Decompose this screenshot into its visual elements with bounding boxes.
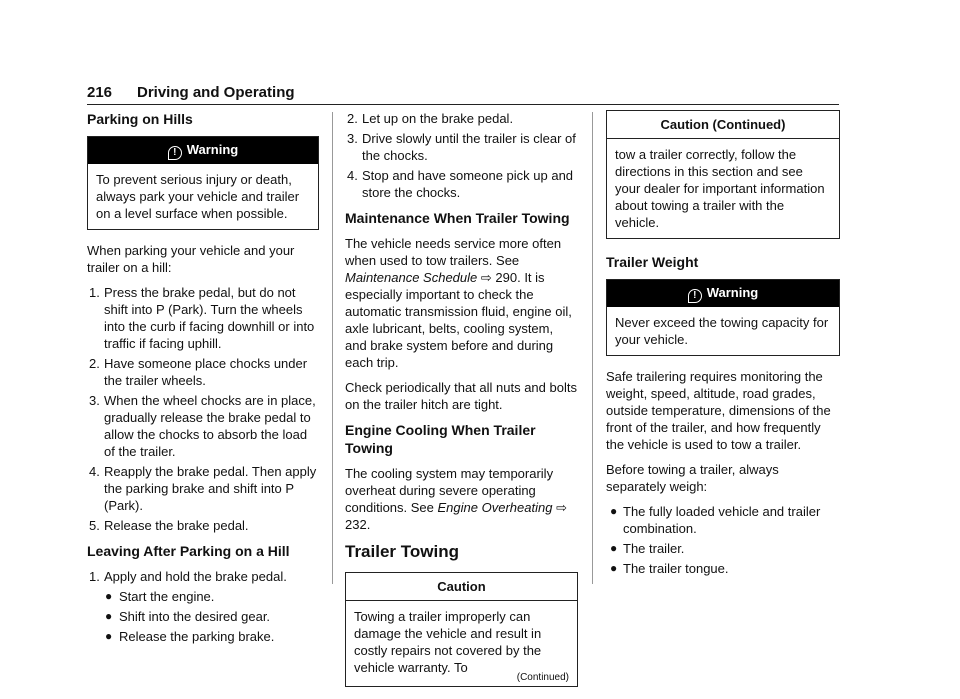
bullet-list: [606, 503, 840, 577]
bullet-icon: ●: [105, 609, 113, 623]
page-reference[interactable]: ⇨ 232: [345, 500, 567, 532]
page-reference[interactable]: ⇨ 290: [480, 270, 518, 285]
heading-trailer-towing: Trailer Towing: [345, 542, 459, 561]
bullet-text: Release the parking brake.: [119, 629, 275, 644]
column-2: [345, 110, 578, 699]
step-number: 4.: [89, 464, 100, 479]
list-item: [606, 560, 840, 577]
list-item: [606, 503, 840, 537]
warning-icon: !: [688, 289, 702, 303]
step-text: Have someone place chocks under the trailer wheels.: [104, 356, 308, 388]
list-item: [87, 392, 319, 460]
heading-leaving-after-parking: Leaving After Parking on a Hill: [87, 543, 290, 559]
step-number: 1.: [89, 569, 100, 584]
steps-list: [87, 568, 319, 585]
warning-box: [606, 279, 840, 356]
cross-reference-link[interactable]: Maintenance Schedule: [345, 270, 478, 285]
warning-title: Warning: [186, 142, 239, 157]
text-run: The vehicle needs service more often when used to tow trailers. See: [345, 236, 562, 268]
steps-list: [87, 284, 319, 534]
paragraph: Check periodically that all nuts and bolts on the trailer hitch are tight.: [345, 380, 577, 412]
warning-title: Warning: [706, 285, 759, 300]
step-text: When the wheel chocks are in place, gradually release the brake pedal to allow the chocks to absorb the load of the trailer.: [104, 393, 316, 459]
column-3: [606, 110, 840, 585]
page-header: [87, 84, 839, 106]
bullet-text: Start the engine.: [119, 589, 215, 604]
bullet-icon: ●: [610, 541, 618, 555]
heading-trailer-weight: Trailer Weight: [606, 254, 699, 270]
step-text: Reapply the brake pedal. Then apply the parking brake and shift into P (Park).: [104, 464, 317, 513]
list-item: [345, 130, 578, 164]
step-number: 5.: [89, 518, 100, 533]
step-number: 3.: [347, 131, 358, 146]
section-title: Driving and Operating: [137, 84, 295, 101]
step-text: Stop and have someone pick up and store the chocks.: [362, 168, 574, 200]
bullet-icon: ●: [105, 629, 113, 643]
paragraph: Before towing a trailer, always separately weigh:: [606, 462, 779, 494]
warning-box: [87, 136, 319, 230]
paragraph: Safe trailering requires monitoring the weight, speed, altitude, road grades, outside temperature, dimensions of the front of the trailer, and how frequently the vehicle is used to tow a trailer.: [606, 369, 831, 452]
column-divider: [592, 112, 593, 584]
list-item: [87, 463, 319, 514]
step-text: Release the brake pedal.: [104, 518, 249, 533]
list-item: [87, 608, 319, 625]
list-item: [87, 628, 319, 645]
heading-engine-cooling: Engine Cooling When Trailer Towing: [345, 422, 536, 456]
caution-body: [346, 601, 577, 686]
step-text: Let up on the brake pedal.: [362, 111, 514, 126]
step-text: Press the brake pedal, but do not shift into P (Park). Turn the wheels into the curb if facing downhill or into traffic if facing uphill.: [104, 285, 315, 351]
step-number: 4.: [347, 168, 358, 183]
step-number: 2.: [89, 356, 100, 371]
paragraph: [345, 235, 578, 371]
text-run: . It is especially important to check the automatic transmission fluid, engine oil, axle lubricant, belts, cooling system, and brake system before and during each trip.: [345, 270, 572, 370]
bullet-icon: ●: [105, 589, 113, 603]
warning-header: [88, 137, 318, 164]
list-item: [87, 284, 319, 352]
caution-text: Towing a trailer improperly can damage the vehicle and result in costly repairs not covered by the vehicle warranty. To: [354, 609, 542, 675]
list-item: [87, 517, 319, 534]
bullet-list: [87, 588, 319, 645]
bullet-icon: ●: [610, 561, 618, 575]
column-1: [87, 110, 319, 653]
list-item: [87, 355, 319, 389]
warning-icon: !: [168, 146, 182, 160]
caution-header: Caution (Continued): [607, 111, 839, 139]
column-divider: [332, 112, 333, 584]
page-number: 216: [87, 84, 113, 101]
step-number: 2.: [347, 111, 358, 126]
step-text: Drive slowly until the trailer is clear of the chocks.: [362, 131, 576, 163]
list-item: [87, 568, 319, 585]
step-number: 3.: [89, 393, 100, 408]
caution-box: [606, 110, 840, 239]
paragraph: [345, 465, 578, 533]
bullet-text: The fully loaded vehicle and trailer combination.: [623, 504, 821, 536]
paragraph: When parking your vehicle and your trailer on a hill:: [87, 243, 295, 275]
continued-label: (Continued): [516, 672, 569, 683]
caution-header: Caution: [346, 573, 577, 601]
caution-box: [345, 572, 578, 687]
heading-maintenance: Maintenance When Trailer Towing: [345, 210, 570, 226]
warning-text: Never exceed the towing capacity for your vehicle.: [615, 315, 829, 347]
list-item: [345, 167, 578, 201]
step-number: 1.: [89, 285, 100, 300]
step-text: Apply and hold the brake pedal.: [104, 569, 287, 584]
header-rule: [87, 104, 839, 105]
steps-list: [345, 110, 578, 201]
heading-parking-on-hills: Parking on Hills: [87, 111, 193, 127]
list-item: [345, 110, 578, 127]
warning-text: To prevent serious injury or death, always park your vehicle and trailer on a level surface when possible.: [96, 172, 300, 221]
caution-text: tow a trailer correctly, follow the directions in this section and see your dealer for important information about towing a trailer with the vehicle.: [615, 147, 825, 230]
text-run: .: [366, 517, 371, 532]
cross-reference-link[interactable]: Engine Overheating: [437, 500, 553, 515]
list-item: [87, 588, 319, 605]
bullet-text: Shift into the desired gear.: [119, 609, 271, 624]
bullet-icon: ●: [610, 504, 618, 518]
bullet-text: The trailer.: [623, 541, 685, 556]
text-run: The cooling system may temporarily overheat during severe operating conditions. See: [345, 466, 554, 515]
warning-header: [607, 280, 839, 307]
bullet-text: The trailer tongue.: [623, 561, 729, 576]
list-item: [606, 540, 840, 557]
